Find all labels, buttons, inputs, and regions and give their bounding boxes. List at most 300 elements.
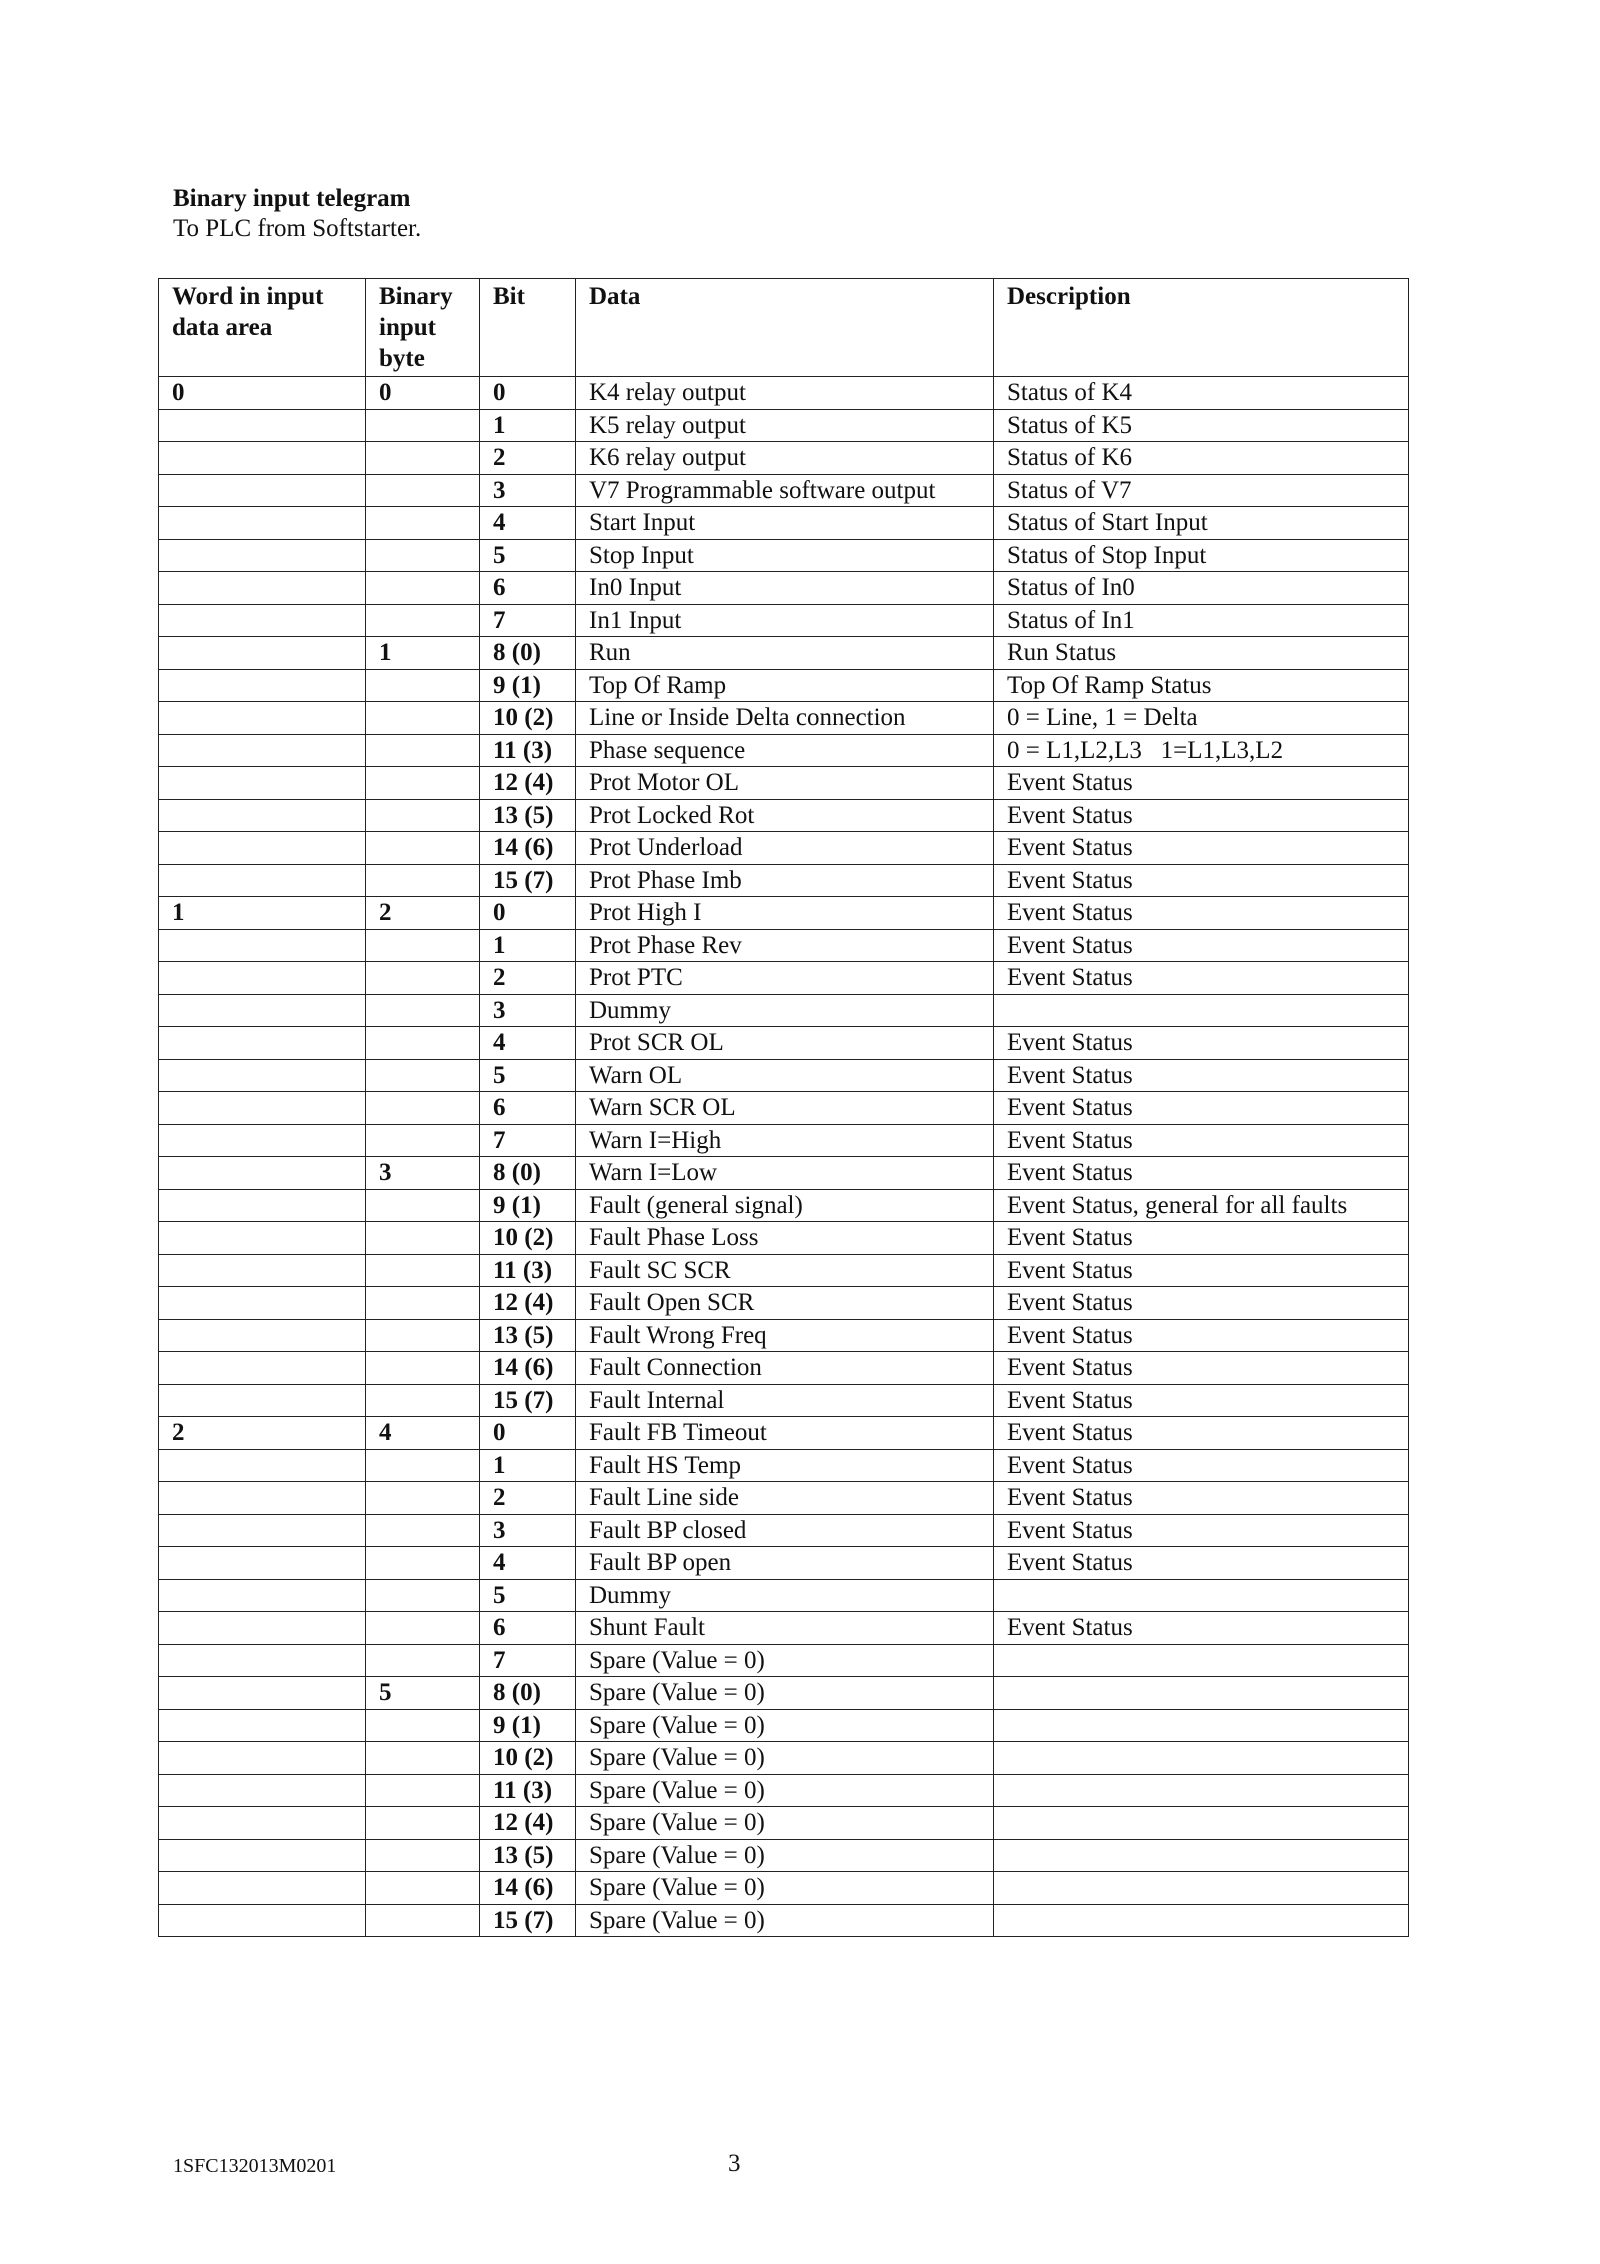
cell-word	[159, 864, 366, 897]
cell-word	[159, 962, 366, 995]
cell-data: Prot Locked Rot	[576, 799, 994, 832]
cell-bit: 10 (2)	[480, 1742, 576, 1775]
table-row	[159, 1157, 1409, 1190]
cell-bit: 5	[480, 1059, 576, 1092]
table-row	[159, 1124, 1409, 1157]
cell-word	[159, 572, 366, 605]
cell-bit: 14 (6)	[480, 832, 576, 865]
cell-word	[159, 702, 366, 735]
cell-data: Start Input	[576, 507, 994, 540]
cell-data: Spare (Value = 0)	[576, 1677, 994, 1710]
cell-bit: 3	[480, 1514, 576, 1547]
table-row	[159, 1417, 1409, 1450]
table-row	[159, 474, 1409, 507]
section-subtitle: To PLC from Softstarter.	[173, 215, 422, 242]
cell-byte	[366, 1807, 480, 1840]
cell-bit: 0	[480, 897, 576, 930]
cell-word	[159, 409, 366, 442]
cell-description: Event Status	[994, 1319, 1409, 1352]
cell-description: Event Status	[994, 1092, 1409, 1125]
cell-word	[159, 1742, 366, 1775]
cell-byte	[366, 507, 480, 540]
cell-description	[994, 1839, 1409, 1872]
cell-description: Event Status	[994, 929, 1409, 962]
table-row	[159, 1319, 1409, 1352]
cell-data: Warn OL	[576, 1059, 994, 1092]
table-row	[159, 1742, 1409, 1775]
table-row	[159, 377, 1409, 410]
cell-description: Event Status	[994, 1027, 1409, 1060]
cell-bit: 15 (7)	[480, 864, 576, 897]
cell-data: Fault Line side	[576, 1482, 994, 1515]
cell-data: Line or Inside Delta connection	[576, 702, 994, 735]
cell-byte	[366, 1742, 480, 1775]
table-row	[159, 442, 1409, 475]
cell-word	[159, 1579, 366, 1612]
cell-data: Prot Motor OL	[576, 767, 994, 800]
cell-bit: 11 (3)	[480, 734, 576, 767]
cell-word	[159, 637, 366, 670]
cell-bit: 0	[480, 377, 576, 410]
cell-bit: 4	[480, 1547, 576, 1580]
cell-bit: 10 (2)	[480, 702, 576, 735]
table-row	[159, 1677, 1409, 1710]
table-row	[159, 864, 1409, 897]
cell-byte	[366, 832, 480, 865]
table-row	[159, 1872, 1409, 1905]
table-row	[159, 1709, 1409, 1742]
cell-data: In1 Input	[576, 604, 994, 637]
cell-description: Event Status	[994, 1157, 1409, 1190]
cell-data: Warn I=Low	[576, 1157, 994, 1190]
cell-bit: 9 (1)	[480, 1709, 576, 1742]
cell-word: 1	[159, 897, 366, 930]
cell-word	[159, 832, 366, 865]
cell-word	[159, 1254, 366, 1287]
cell-word	[159, 539, 366, 572]
table-row	[159, 832, 1409, 865]
cell-description: Event Status	[994, 1417, 1409, 1450]
cell-description: Status of V7	[994, 474, 1409, 507]
cell-description: Event Status	[994, 1449, 1409, 1482]
cell-data: Prot PTC	[576, 962, 994, 995]
cell-byte	[366, 1384, 480, 1417]
cell-byte: 2	[366, 897, 480, 930]
table-row	[159, 897, 1409, 930]
cell-byte	[366, 1124, 480, 1157]
cell-word	[159, 1449, 366, 1482]
cell-description: Event Status	[994, 1482, 1409, 1515]
cell-data: Fault SC SCR	[576, 1254, 994, 1287]
cell-byte	[366, 1059, 480, 1092]
cell-byte	[366, 539, 480, 572]
cell-description: Event Status	[994, 1222, 1409, 1255]
cell-data: Prot High I	[576, 897, 994, 930]
cell-word	[159, 1027, 366, 1060]
cell-byte	[366, 1222, 480, 1255]
cell-byte	[366, 1644, 480, 1677]
cell-description: Event Status	[994, 1514, 1409, 1547]
cell-word	[159, 1904, 366, 1937]
cell-byte: 5	[366, 1677, 480, 1710]
cell-data: K6 relay output	[576, 442, 994, 475]
cell-bit: 13 (5)	[480, 1319, 576, 1352]
cell-description	[994, 994, 1409, 1027]
cell-data: Fault Internal	[576, 1384, 994, 1417]
cell-word	[159, 1222, 366, 1255]
cell-description	[994, 1709, 1409, 1742]
cell-word	[159, 1612, 366, 1645]
cell-bit: 6	[480, 1612, 576, 1645]
cell-description: Run Status	[994, 637, 1409, 670]
table-row	[159, 1287, 1409, 1320]
table-row	[159, 702, 1409, 735]
table-row	[159, 734, 1409, 767]
cell-data: Fault Phase Loss	[576, 1222, 994, 1255]
cell-data: K5 relay output	[576, 409, 994, 442]
cell-data: Fault FB Timeout	[576, 1417, 994, 1450]
cell-byte	[366, 929, 480, 962]
cell-word	[159, 442, 366, 475]
cell-bit: 2	[480, 1482, 576, 1515]
cell-data: Dummy	[576, 994, 994, 1027]
cell-bit: 1	[480, 1449, 576, 1482]
cell-byte	[366, 1319, 480, 1352]
cell-byte	[366, 1839, 480, 1872]
table-row	[159, 637, 1409, 670]
cell-word	[159, 1384, 366, 1417]
cell-description: Event Status	[994, 1547, 1409, 1580]
cell-bit: 3	[480, 474, 576, 507]
table-row	[159, 1612, 1409, 1645]
table-row	[159, 1482, 1409, 1515]
cell-data: V7 Programmable software output	[576, 474, 994, 507]
cell-description: Event Status	[994, 799, 1409, 832]
binary-input-table	[158, 278, 1409, 1937]
cell-description: Event Status	[994, 1384, 1409, 1417]
table-row	[159, 1547, 1409, 1580]
cell-bit: 1	[480, 409, 576, 442]
cell-byte	[366, 962, 480, 995]
cell-data: Prot SCR OL	[576, 1027, 994, 1060]
cell-word	[159, 507, 366, 540]
cell-bit: 13 (5)	[480, 799, 576, 832]
cell-description: Event Status	[994, 1254, 1409, 1287]
cell-byte	[366, 1092, 480, 1125]
table-row	[159, 1807, 1409, 1840]
cell-data: Dummy	[576, 1579, 994, 1612]
page-number: 3	[728, 2150, 741, 2177]
cell-byte	[366, 409, 480, 442]
cell-byte	[366, 442, 480, 475]
cell-data: Spare (Value = 0)	[576, 1774, 994, 1807]
cell-data: Spare (Value = 0)	[576, 1742, 994, 1775]
cell-description	[994, 1644, 1409, 1677]
cell-description: Status of Start Input	[994, 507, 1409, 540]
table-row	[159, 1027, 1409, 1060]
cell-bit: 15 (7)	[480, 1904, 576, 1937]
table-row	[159, 1644, 1409, 1677]
cell-data: Stop Input	[576, 539, 994, 572]
cell-description: Status of In1	[994, 604, 1409, 637]
cell-byte	[366, 767, 480, 800]
cell-byte	[366, 1709, 480, 1742]
table-row	[159, 1839, 1409, 1872]
cell-bit: 14 (6)	[480, 1352, 576, 1385]
table-row	[159, 1514, 1409, 1547]
table-row	[159, 1222, 1409, 1255]
cell-description: Status of K4	[994, 377, 1409, 410]
cell-word	[159, 1514, 366, 1547]
cell-data: Spare (Value = 0)	[576, 1904, 994, 1937]
cell-byte	[366, 1579, 480, 1612]
table-row	[159, 1449, 1409, 1482]
header-bit: Bit	[480, 279, 576, 377]
cell-byte	[366, 1774, 480, 1807]
cell-byte	[366, 1514, 480, 1547]
cell-byte	[366, 1254, 480, 1287]
table-row	[159, 1579, 1409, 1612]
table-row	[159, 962, 1409, 995]
cell-bit: 6	[480, 1092, 576, 1125]
cell-data: Shunt Fault	[576, 1612, 994, 1645]
table-row	[159, 507, 1409, 540]
table-row	[159, 539, 1409, 572]
table-row	[159, 604, 1409, 637]
table-row	[159, 572, 1409, 605]
cell-description: 0 = L1,L2,L3 1=L1,L3,L2	[994, 734, 1409, 767]
cell-byte	[366, 1612, 480, 1645]
cell-word	[159, 929, 366, 962]
cell-data: K4 relay output	[576, 377, 994, 410]
table-row	[159, 1059, 1409, 1092]
cell-bit: 4	[480, 1027, 576, 1060]
cell-word	[159, 1189, 366, 1222]
cell-byte	[366, 1872, 480, 1905]
table-row	[159, 1904, 1409, 1937]
cell-byte	[366, 734, 480, 767]
cell-description	[994, 1807, 1409, 1840]
cell-data: Spare (Value = 0)	[576, 1872, 994, 1905]
cell-word	[159, 1644, 366, 1677]
cell-word	[159, 1839, 366, 1872]
cell-description: Event Status	[994, 1124, 1409, 1157]
cell-word	[159, 1872, 366, 1905]
cell-data: Fault Wrong Freq	[576, 1319, 994, 1352]
cell-word	[159, 1059, 366, 1092]
cell-description	[994, 1774, 1409, 1807]
cell-data: Spare (Value = 0)	[576, 1644, 994, 1677]
cell-description: Event Status	[994, 1612, 1409, 1645]
cell-data: Prot Underload	[576, 832, 994, 865]
cell-data: Top Of Ramp	[576, 669, 994, 702]
cell-description: Status of K6	[994, 442, 1409, 475]
cell-bit: 12 (4)	[480, 1807, 576, 1840]
cell-description	[994, 1742, 1409, 1775]
cell-word	[159, 1482, 366, 1515]
cell-bit: 7	[480, 1124, 576, 1157]
cell-word	[159, 1677, 366, 1710]
cell-byte	[366, 799, 480, 832]
cell-byte: 3	[366, 1157, 480, 1190]
cell-data: Spare (Value = 0)	[576, 1807, 994, 1840]
cell-word	[159, 1124, 366, 1157]
cell-word	[159, 1157, 366, 1190]
cell-word	[159, 799, 366, 832]
cell-word	[159, 1092, 366, 1125]
cell-word	[159, 1287, 366, 1320]
table-row	[159, 1384, 1409, 1417]
section-title: Binary input telegram	[173, 185, 411, 212]
cell-bit: 7	[480, 1644, 576, 1677]
cell-byte	[366, 702, 480, 735]
cell-word	[159, 1774, 366, 1807]
cell-data: Warn I=High	[576, 1124, 994, 1157]
table-row	[159, 994, 1409, 1027]
cell-byte	[366, 1904, 480, 1937]
cell-word	[159, 474, 366, 507]
cell-byte	[366, 1189, 480, 1222]
cell-description: Status of K5	[994, 409, 1409, 442]
heading-block	[173, 184, 421, 244]
cell-data: Prot Phase Imb	[576, 864, 994, 897]
cell-bit: 8 (0)	[480, 1157, 576, 1190]
cell-description: Event Status, general for all faults	[994, 1189, 1409, 1222]
cell-bit: 12 (4)	[480, 1287, 576, 1320]
table-row	[159, 1774, 1409, 1807]
cell-data: Prot Phase Rev	[576, 929, 994, 962]
cell-word	[159, 604, 366, 637]
cell-byte: 4	[366, 1417, 480, 1450]
cell-word	[159, 994, 366, 1027]
cell-data: Phase sequence	[576, 734, 994, 767]
table-row	[159, 799, 1409, 832]
cell-description: Event Status	[994, 1287, 1409, 1320]
cell-bit: 14 (6)	[480, 1872, 576, 1905]
cell-data: Run	[576, 637, 994, 670]
header-description: Description	[994, 279, 1409, 377]
cell-word	[159, 669, 366, 702]
cell-data: Warn SCR OL	[576, 1092, 994, 1125]
table-row	[159, 929, 1409, 962]
cell-description	[994, 1579, 1409, 1612]
cell-description: 0 = Line, 1 = Delta	[994, 702, 1409, 735]
cell-bit: 2	[480, 962, 576, 995]
cell-bit: 3	[480, 994, 576, 1027]
cell-description: Event Status	[994, 962, 1409, 995]
cell-word: 2	[159, 1417, 366, 1450]
cell-bit: 2	[480, 442, 576, 475]
table-row	[159, 409, 1409, 442]
cell-bit: 7	[480, 604, 576, 637]
cell-word: 0	[159, 377, 366, 410]
cell-byte	[366, 572, 480, 605]
cell-bit: 12 (4)	[480, 767, 576, 800]
header-byte: Binary input byte	[366, 279, 480, 377]
cell-bit: 8 (0)	[480, 1677, 576, 1710]
cell-byte	[366, 994, 480, 1027]
cell-byte	[366, 1352, 480, 1385]
cell-description	[994, 1872, 1409, 1905]
cell-bit: 15 (7)	[480, 1384, 576, 1417]
table-header-row	[159, 279, 1409, 377]
cell-description: Event Status	[994, 897, 1409, 930]
cell-byte: 0	[366, 377, 480, 410]
cell-data: Spare (Value = 0)	[576, 1709, 994, 1742]
cell-bit: 1	[480, 929, 576, 962]
table-row	[159, 669, 1409, 702]
cell-bit: 10 (2)	[480, 1222, 576, 1255]
cell-word	[159, 1319, 366, 1352]
cell-description: Event Status	[994, 767, 1409, 800]
cell-description	[994, 1677, 1409, 1710]
table-body	[159, 377, 1409, 1937]
cell-bit: 5	[480, 539, 576, 572]
table-row	[159, 767, 1409, 800]
cell-description: Event Status	[994, 1059, 1409, 1092]
table-row	[159, 1092, 1409, 1125]
cell-byte	[366, 604, 480, 637]
cell-word	[159, 1352, 366, 1385]
cell-description: Top Of Ramp Status	[994, 669, 1409, 702]
cell-word	[159, 1807, 366, 1840]
cell-byte	[366, 1027, 480, 1060]
cell-byte	[366, 1449, 480, 1482]
cell-data: Fault HS Temp	[576, 1449, 994, 1482]
cell-description	[994, 1904, 1409, 1937]
cell-byte	[366, 1482, 480, 1515]
cell-byte	[366, 1287, 480, 1320]
cell-bit: 4	[480, 507, 576, 540]
cell-word	[159, 1709, 366, 1742]
cell-word	[159, 1547, 366, 1580]
cell-byte	[366, 669, 480, 702]
cell-bit: 11 (3)	[480, 1254, 576, 1287]
cell-bit: 6	[480, 572, 576, 605]
cell-bit: 8 (0)	[480, 637, 576, 670]
cell-bit: 9 (1)	[480, 669, 576, 702]
table-row	[159, 1189, 1409, 1222]
cell-byte: 1	[366, 637, 480, 670]
cell-data: Fault (general signal)	[576, 1189, 994, 1222]
cell-bit: 13 (5)	[480, 1839, 576, 1872]
cell-byte	[366, 864, 480, 897]
cell-byte	[366, 1547, 480, 1580]
cell-byte	[366, 474, 480, 507]
header-data: Data	[576, 279, 994, 377]
document-code: 1SFC132013M0201	[173, 2155, 337, 2177]
table-row	[159, 1352, 1409, 1385]
cell-description: Status of In0	[994, 572, 1409, 605]
cell-data: In0 Input	[576, 572, 994, 605]
cell-word	[159, 734, 366, 767]
cell-bit: 11 (3)	[480, 1774, 576, 1807]
cell-data: Fault BP closed	[576, 1514, 994, 1547]
cell-description: Status of Stop Input	[994, 539, 1409, 572]
cell-description: Event Status	[994, 1352, 1409, 1385]
cell-word	[159, 767, 366, 800]
cell-bit: 5	[480, 1579, 576, 1612]
cell-data: Fault BP open	[576, 1547, 994, 1580]
cell-description: Event Status	[994, 832, 1409, 865]
header-word: Word in input data area	[159, 279, 366, 377]
cell-data: Spare (Value = 0)	[576, 1839, 994, 1872]
table-row	[159, 1254, 1409, 1287]
cell-data: Fault Open SCR	[576, 1287, 994, 1320]
cell-description: Event Status	[994, 864, 1409, 897]
cell-data: Fault Connection	[576, 1352, 994, 1385]
cell-bit: 0	[480, 1417, 576, 1450]
